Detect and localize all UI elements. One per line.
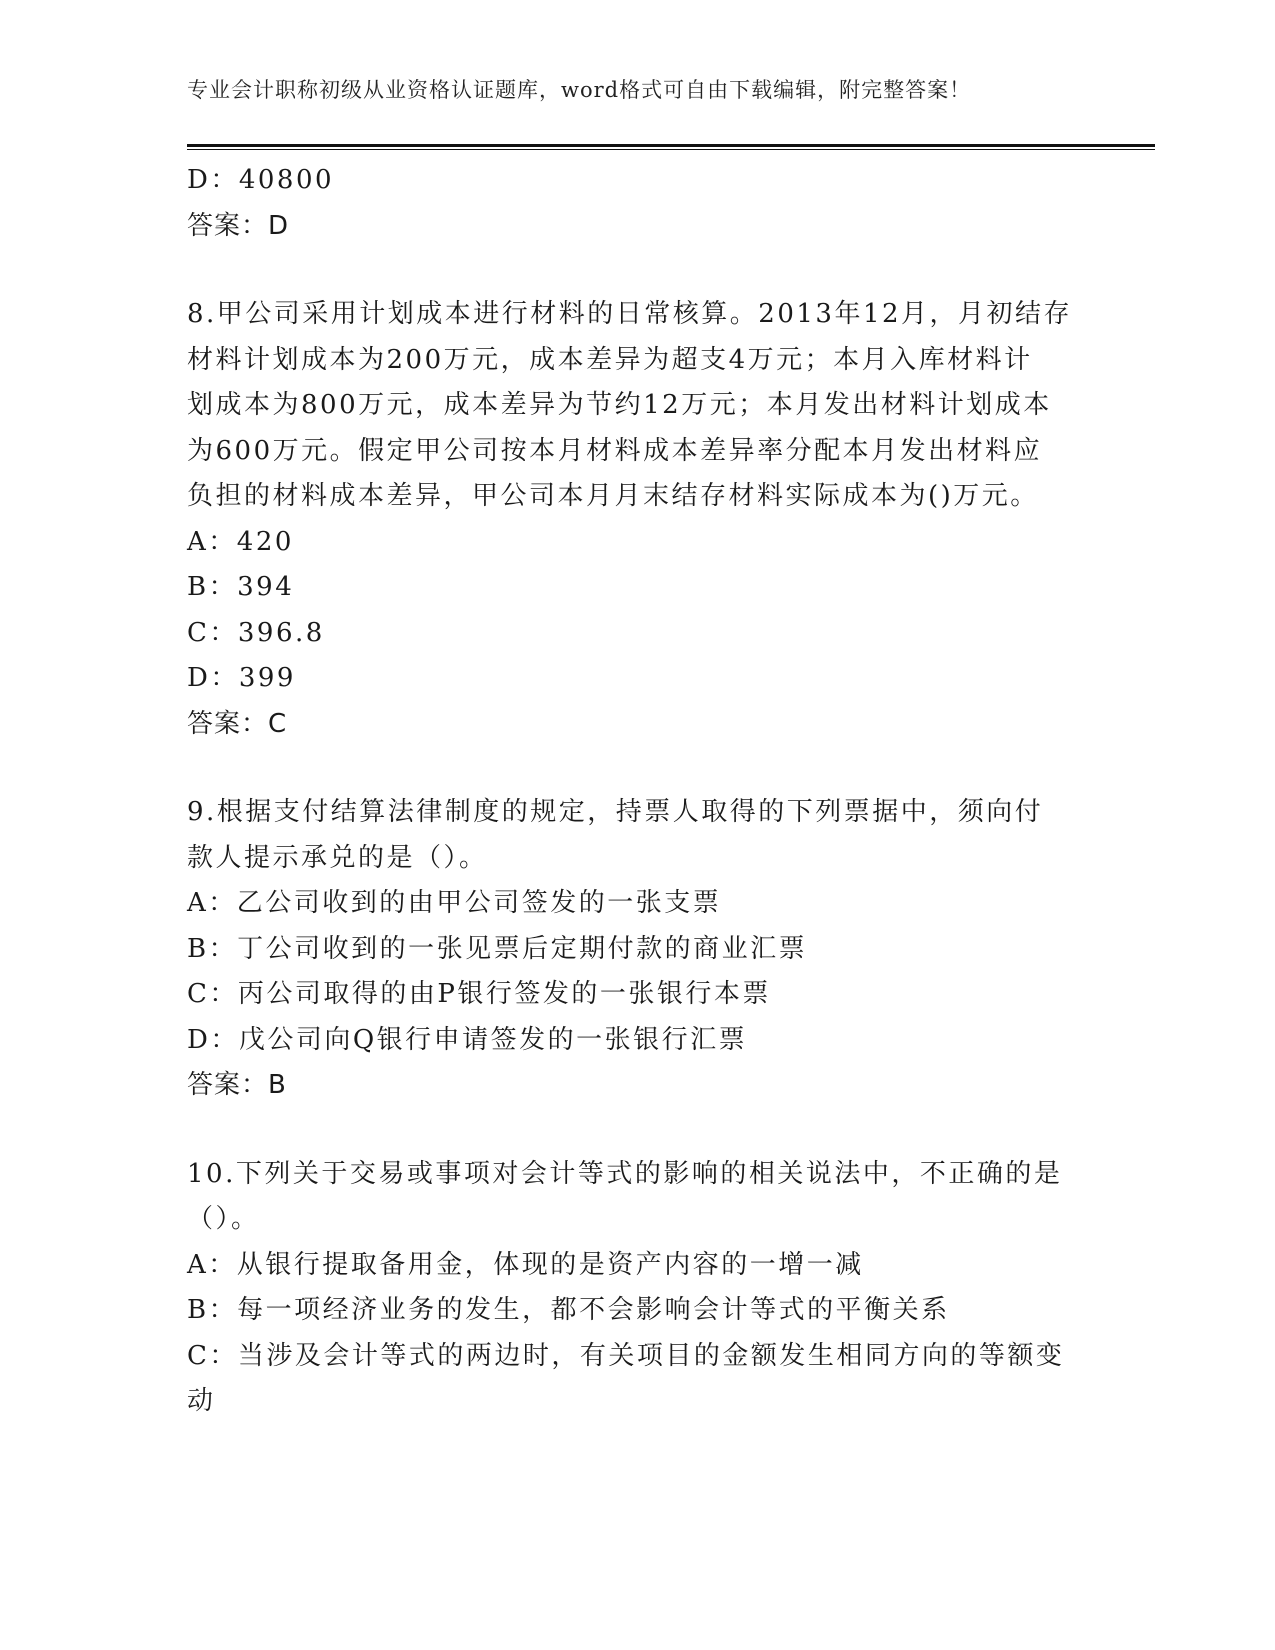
option-a: A：乙公司收到的由甲公司签发的一张支票 <box>187 888 722 918</box>
option-d: D：399 <box>187 663 296 693</box>
header-divider-thick <box>187 144 1155 147</box>
question-text-line: 9.根据支付结算法律制度的规定，持票人取得的下列票据中，须向付 <box>187 797 1044 827</box>
page-header: 专业会计职称初级从业资格认证题库，word格式可自由下载编辑，附完整答案！ <box>187 78 972 102</box>
spacer <box>187 747 1087 790</box>
spacer <box>187 249 1087 292</box>
answer: 答案：B <box>187 1070 287 1100</box>
question-text-line: 划成本为800万元，成本差异为节约12万元；本月发出材料计划成本 <box>187 390 1052 420</box>
prev-option-d: D：40800 <box>187 165 335 195</box>
question-text-line: 材料计划成本为200万元，成本差异为超支4万元；本月入库材料计 <box>187 344 1033 375</box>
option-b: B：丁公司收到的一张见票后定期付款的商业汇票 <box>187 933 808 964</box>
question-text-line: 为600万元。假定甲公司按本月材料成本差异率分配本月发出材料应 <box>187 435 1043 466</box>
question-content <box>187 158 1087 1425</box>
option-c: C：396.8 <box>187 617 325 648</box>
question-text-line: 10.下列关于交易或事项对会计等式的影响的相关说法中，不正确的是 <box>187 1158 1063 1189</box>
question-10 <box>187 1152 1087 1425</box>
option-d: D：戊公司向Q银行申请签发的一张银行汇票 <box>187 1024 748 1055</box>
question-text-line: 负担的材料成本差异，甲公司本月月末结存材料实际成本为()万元。 <box>187 481 1039 511</box>
answer: 答案：C <box>187 708 288 739</box>
option-a: A：420 <box>187 526 294 557</box>
option-b: B：每一项经济业务的发生，都不会影响会计等式的平衡关系 <box>187 1295 950 1325</box>
spacer <box>187 1109 1087 1152</box>
question-9 <box>187 790 1087 1109</box>
option-c: C：当涉及会计等式的两边时，有关项目的金额发生相同方向的等额变 <box>187 1340 1065 1371</box>
option-a: A：从银行提取备用金，体现的是资产内容的一增一减 <box>187 1249 864 1280</box>
question-text-line: 8.甲公司采用计划成本进行材料的日常核算。2013年12月，月初结存 <box>187 299 1073 329</box>
option-c: C：丙公司取得的由P银行签发的一张银行本票 <box>187 979 771 1009</box>
header-divider <box>187 144 1155 150</box>
option-c-continued: 动 <box>187 1386 216 1416</box>
question-text-line: （）。 <box>187 1204 260 1234</box>
question-8 <box>187 292 1087 747</box>
option-b: B：394 <box>187 572 295 602</box>
prev-answer: 答案：D <box>187 210 290 241</box>
header-divider-thin <box>187 149 1155 150</box>
question-text-line: 款人提示承兑的是（）。 <box>187 842 488 873</box>
